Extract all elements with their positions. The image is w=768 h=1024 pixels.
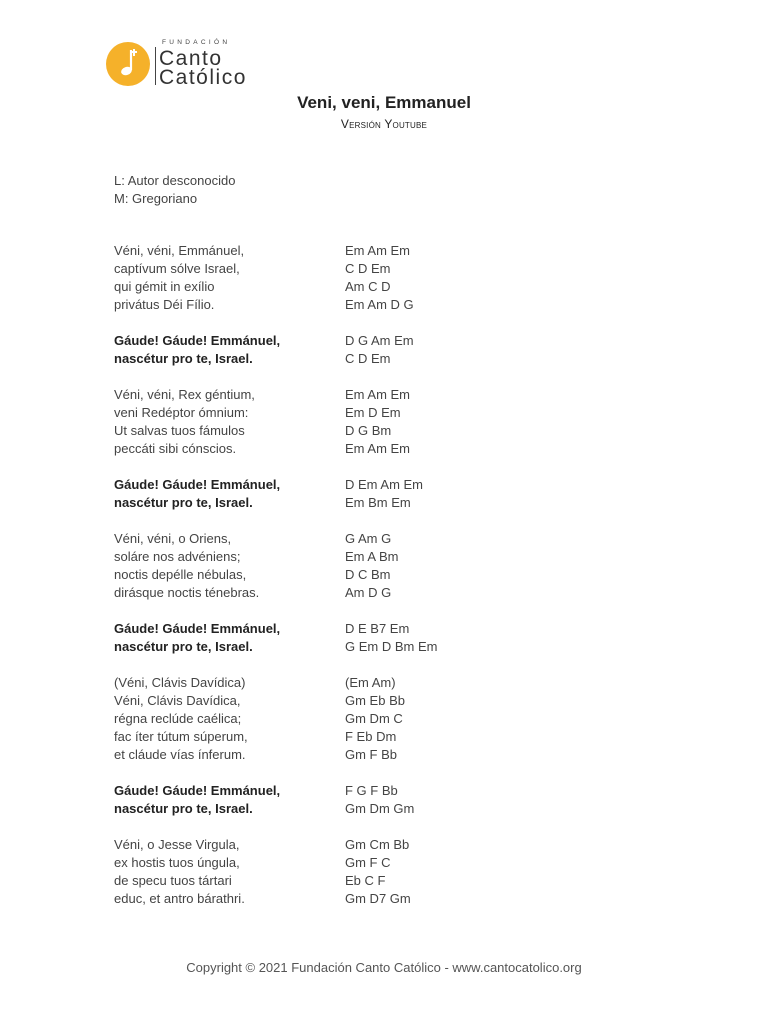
chord-text: Gm Cm Bb (345, 837, 410, 852)
refrain-stanza (114, 620, 534, 656)
song-line (114, 890, 534, 908)
song-line (114, 872, 534, 890)
chord-text: D C Bm (345, 567, 391, 582)
lyric-text: Véni, o Jesse Virgula, (114, 837, 240, 852)
chord-text: Em Am D G (345, 297, 414, 312)
song-line (114, 854, 534, 872)
verse-stanza (114, 242, 534, 314)
song-line (114, 332, 534, 350)
music-credit: M: Gregoriano (114, 191, 198, 206)
song-line (114, 296, 534, 314)
chord-text: Em D Em (345, 405, 401, 420)
lyric-text: nascétur pro te, Israel. (114, 801, 253, 816)
chord-text: F G F Bb (345, 783, 398, 798)
song-body (114, 242, 534, 926)
lyric-text: Gáude! Gáude! Emmánuel, (114, 621, 281, 636)
refrain-stanza (114, 332, 534, 368)
lyric-text: Véni, véni, Emmánuel, (114, 243, 245, 258)
song-line (114, 728, 534, 746)
song-line (114, 494, 534, 512)
lyric-text: educ, et antro bárathri. (114, 891, 245, 906)
logo-line-2: Católico (159, 66, 247, 89)
lyric-text: régna reclúde caélica; (114, 711, 242, 726)
song-line (114, 350, 534, 368)
song-line (114, 386, 534, 404)
song-line (114, 260, 534, 278)
song-line (114, 530, 534, 548)
credits (114, 172, 235, 208)
lyric-text: peccáti sibi cónscios. (114, 441, 237, 456)
song-line (114, 620, 534, 638)
refrain-stanza (114, 782, 534, 818)
chord-text: F Eb Dm (345, 729, 397, 744)
chord-text: (Em Am) (345, 675, 396, 690)
chord-text: C D Em (345, 351, 391, 366)
lyric-text: Gáude! Gáude! Emmánuel, (114, 333, 281, 348)
lyric-text: fac íter tútum súperum, (114, 729, 248, 744)
song-line (114, 242, 534, 260)
page-title: Veni, veni, Emmanuel (297, 93, 471, 112)
chord-text: D G Am Em (345, 333, 414, 348)
song-line (114, 584, 534, 602)
lyric-text: Ut salvas tuos fámulos (114, 423, 245, 438)
chord-text: Gm F Bb (345, 747, 398, 762)
lyric-text: ex hostis tuos úngula, (114, 855, 240, 870)
lyric-text: Gáude! Gáude! Emmánuel, (114, 477, 281, 492)
chord-text: Am C D (345, 279, 391, 294)
verse-stanza (114, 674, 534, 764)
chord-text: Em Am Em (345, 387, 411, 402)
chord-text: Gm Dm C (345, 711, 403, 726)
verse-stanza (114, 530, 534, 602)
lyric-text: (Véni, Clávis Davídica) (114, 675, 246, 690)
song-line (114, 278, 534, 296)
lyric-text: privátus Déi Fílio. (114, 297, 215, 312)
verse-stanza (114, 836, 534, 908)
chord-text: Gm Eb Bb (345, 693, 405, 708)
footer-copyright: Copyright © 2021 Fundación Canto Católico - www.cantocatolico.org (186, 960, 582, 975)
lyric-text: nascétur pro te, Israel. (114, 495, 253, 510)
chord-text: Em Bm Em (345, 495, 411, 510)
refrain-stanza (114, 476, 534, 512)
song-line (114, 782, 534, 800)
song-line (114, 692, 534, 710)
song-line (114, 476, 534, 494)
song-line (114, 800, 534, 818)
page-subtitle: Versión Youtube (340, 117, 428, 131)
song-line (114, 638, 534, 656)
chord-text: G Em D Bm Em (345, 639, 438, 654)
chord-text: D Em Am Em (345, 477, 424, 492)
chord-text: Eb C F (345, 873, 386, 888)
song-line (114, 674, 534, 692)
song-line (114, 746, 534, 764)
logo-divider (155, 47, 156, 85)
lyric-text: de specu tuos tártari (114, 873, 232, 888)
chord-text: Em Am Em (345, 441, 411, 456)
chord-text: G Am G (345, 531, 392, 546)
song-line (114, 440, 534, 458)
lyric-text: Véni, véni, o Oriens, (114, 531, 232, 546)
lyric-text: nascétur pro te, Israel. (114, 639, 253, 654)
lyric-text: soláre nos advéniens; (114, 549, 241, 564)
lyric-text: nascétur pro te, Israel. (114, 351, 253, 366)
song-line (114, 548, 534, 566)
verse-stanza (114, 386, 534, 458)
song-line (114, 566, 534, 584)
chord-text: D G Bm (345, 423, 392, 438)
lyric-text: veni Redéptor ómnium: (114, 405, 249, 420)
chord-text: Gm Dm Gm (345, 801, 415, 816)
lyric-text: captívum sólve Israel, (114, 261, 240, 276)
logo-small-text: FUNDACIÓN (162, 39, 231, 46)
chord-text: Gm D7 Gm (345, 891, 411, 906)
chord-text: D E B7 Em (345, 621, 410, 636)
song-line (114, 422, 534, 440)
lyric-text: dirásque noctis ténebras. (114, 585, 260, 600)
chord-text: Em Am Em (345, 243, 411, 258)
lyric-text: Véni, Clávis Davídica, (114, 693, 241, 708)
song-line (114, 836, 534, 854)
logo-line-1: Canto (159, 47, 223, 70)
chord-text: Am D G (345, 585, 392, 600)
chord-text: C D Em (345, 261, 391, 276)
logo (106, 38, 276, 90)
song-line (114, 710, 534, 728)
lyric-text: qui gémit in exílio (114, 279, 215, 294)
lyric-text: Gáude! Gáude! Emmánuel, (114, 783, 281, 798)
song-line (114, 404, 534, 422)
lyric-text: noctis depélle nébulas, (114, 567, 247, 582)
chord-text: Em A Bm (345, 549, 399, 564)
lyric-text: Véni, véni, Rex géntium, (114, 387, 255, 402)
music-note-logo-icon (106, 42, 150, 86)
lyric-text: et cláude vías ínferum. (114, 747, 246, 762)
lyrics-credit: L: Autor desconocido (114, 173, 236, 188)
chord-text: Gm F C (345, 855, 391, 870)
